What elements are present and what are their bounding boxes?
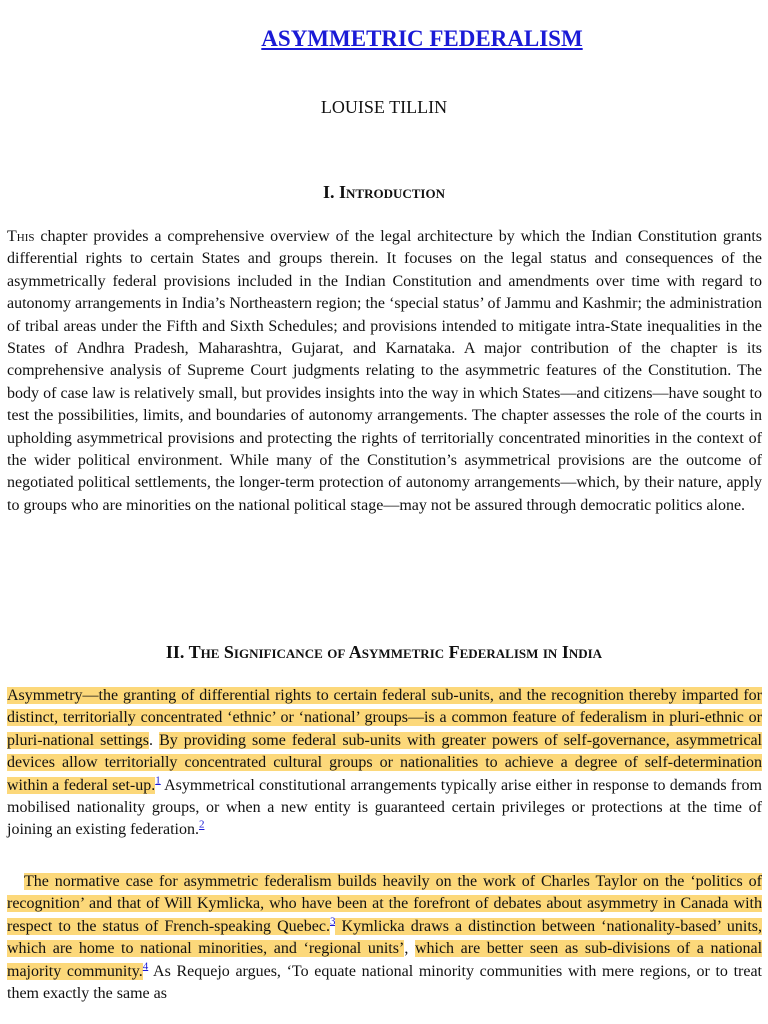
plain-text: . [149, 731, 160, 749]
highlighted-text: which are better seen as sub-divisions of a national majority community. [7, 940, 763, 980]
highlighted-text: The normative case for asymmetric federalism builds heavily on the work of Charles Taylor on the ‘politics of recognition’ and that of Will Kymlicka, who have been at the forefront of debates about asymmetry in Canada with respect to the status of French-speaking Quebec. [7, 873, 762, 935]
highlighted-text: Asymmetry—the granting of differential rights to certain federal sub-units, and the recognition thereby imparted for distinct, territorially concentrated ‘ethnic’ or ‘national’ groups—is a common feature of federalism in pluri-ethnic or pluri-national settings [7, 687, 762, 749]
significance-paragraph-2 [7, 871, 762, 1005]
footnote-link-4[interactable]: 4 [142, 960, 149, 973]
lead-word: This [7, 228, 35, 245]
highlighted-text: By providing some federal sub-units with greater powers of self-governance, asymmetrical devices allow territorially concentrated cultural groups or nationalities to achieve a degree of self-determination within a federal set-up. [7, 731, 763, 794]
footnote-link-3[interactable]: 3 [329, 915, 336, 928]
footnote-link-1[interactable]: 1 [155, 774, 161, 787]
introduction-paragraph [7, 226, 762, 517]
author-name: LOUISE TILLIN [320, 97, 448, 117]
section-heading-significance: II. The Significance of Asymmetric Federalism in India [165, 642, 603, 662]
section-heading-introduction: I. Introduction [323, 182, 445, 202]
significance-paragraph-1 [7, 685, 762, 842]
plain-text: Asymmetrical constitutional arrangements typically arise either in response to demands from mobilised nationality groups, or when a new entity is guaranteed certain privileges or protections at the time of joining an existing federation. [7, 776, 762, 839]
plain-text: , [404, 940, 415, 958]
paragraph-text: chapter provides a comprehensive overview of the legal architecture by which the Indian Constitution grants differential rights to certain States and groups therein. It focuses on the legal status and consequences of the asymmetrically federal provisions included in the Indian Constitution and amendments over time with regard to autonomy arrangements in India’s Northeastern region; the ‘special status’ of Jammu and Kashmir; the administration of tribal areas under the Fifth and Sixth Schedules; and provisions intended to mitigate intra-State inequalities in the States of Andhra Pradesh, Maharashtra, Gujarat, and Karnataka. A major contribution of the chapter is its comprehensive analysis of Supreme Court judgments relating to the asymmetric features of the Constitution. The body of case law is relatively small, but provides insights into the way in which States—and citizens—have sought to test the possibilities, limits, and boundaries of autonomy arrangements. The chapter assesses the role of the courts in upholding asymmetrical provisions and protecting the rights of territorially concentrated minorities in the context of the wider political environment. While many of the Constitution’s asymmetrical provisions are the outcome of negotiated political settlements, the longer-term protection of autonomy arrangements—which, by their nature, apply to groups who are minorities on the national political stage—may not be assured through democratic politics alone. [7, 228, 762, 514]
plain-text: As Requejo argues, ‘To equate national minority communities with mere regions, or to treat them exactly the same as [7, 962, 762, 1003]
footnote-link-2[interactable]: 2 [198, 819, 205, 832]
highlighted-text: Kymlicka draws a distinction between ‘nationality-based’ units, which are home to national minorities, and ‘regional units’ [7, 917, 763, 958]
document-title[interactable]: ASYMMETRIC FEDERALISM [261, 26, 583, 51]
